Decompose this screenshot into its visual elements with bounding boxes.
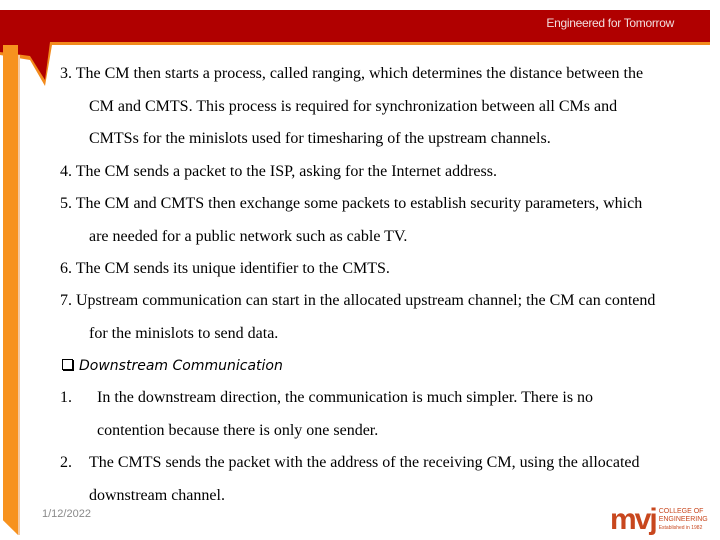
slide-date: 1/12/2022 [42, 508, 91, 520]
logo-text: COLLEGE OF [658, 508, 704, 515]
checkbox-bullet-icon [62, 359, 73, 370]
text-line: CMTSs for the minislots used for timesharing of the upstream channels. [89, 130, 551, 147]
logo-text: ENGINEERING [658, 516, 708, 523]
text-line: 7. Upstream communication can start in the allocated upstream channel; the CM can contend [60, 292, 656, 309]
list-item-number: 2. [60, 454, 72, 471]
list-item-text: contention because there is only one sender. [97, 422, 379, 439]
header-accent-line [0, 42, 710, 45]
list-item-text: The CMTS sends the packet with the address of the receiving CM, using the allocated [89, 454, 640, 471]
text-line: 4. The CM sends a packet to the ISP, asking for the Internet address. [60, 163, 497, 180]
text-line: for the minislots to send data. [89, 325, 279, 342]
left-accent-strip [3, 45, 18, 535]
list-item-number: 1. [60, 389, 72, 406]
list-item-text: In the downstream direction, the communication is much simpler. There is no [97, 389, 594, 406]
section-heading-text: Downstream Communication [79, 358, 283, 374]
text-line: are needed for a public network such as cable TV. [89, 228, 408, 245]
left-accent-edge [18, 55, 20, 535]
college-logo [610, 505, 708, 535]
text-line: 3. The CM then starts a process, called ranging, which determines the distance between the [60, 65, 644, 82]
text-line: 5. The CM and CMTS then exchange some packets to establish security parameters, which [60, 195, 643, 212]
section-heading [62, 358, 283, 374]
list-item-text: downstream channel. [89, 487, 225, 504]
logo-text: Established in 1982 [658, 525, 703, 531]
header-tagline: Engineered for Tomorrow [546, 16, 674, 30]
text-line: 6. The CM sends its unique identifier to the CMTS. [60, 260, 390, 277]
logo-mark: mvj [610, 503, 656, 536]
text-line: CM and CMTS. This process is required for synchronization between all CMs and [89, 98, 618, 115]
